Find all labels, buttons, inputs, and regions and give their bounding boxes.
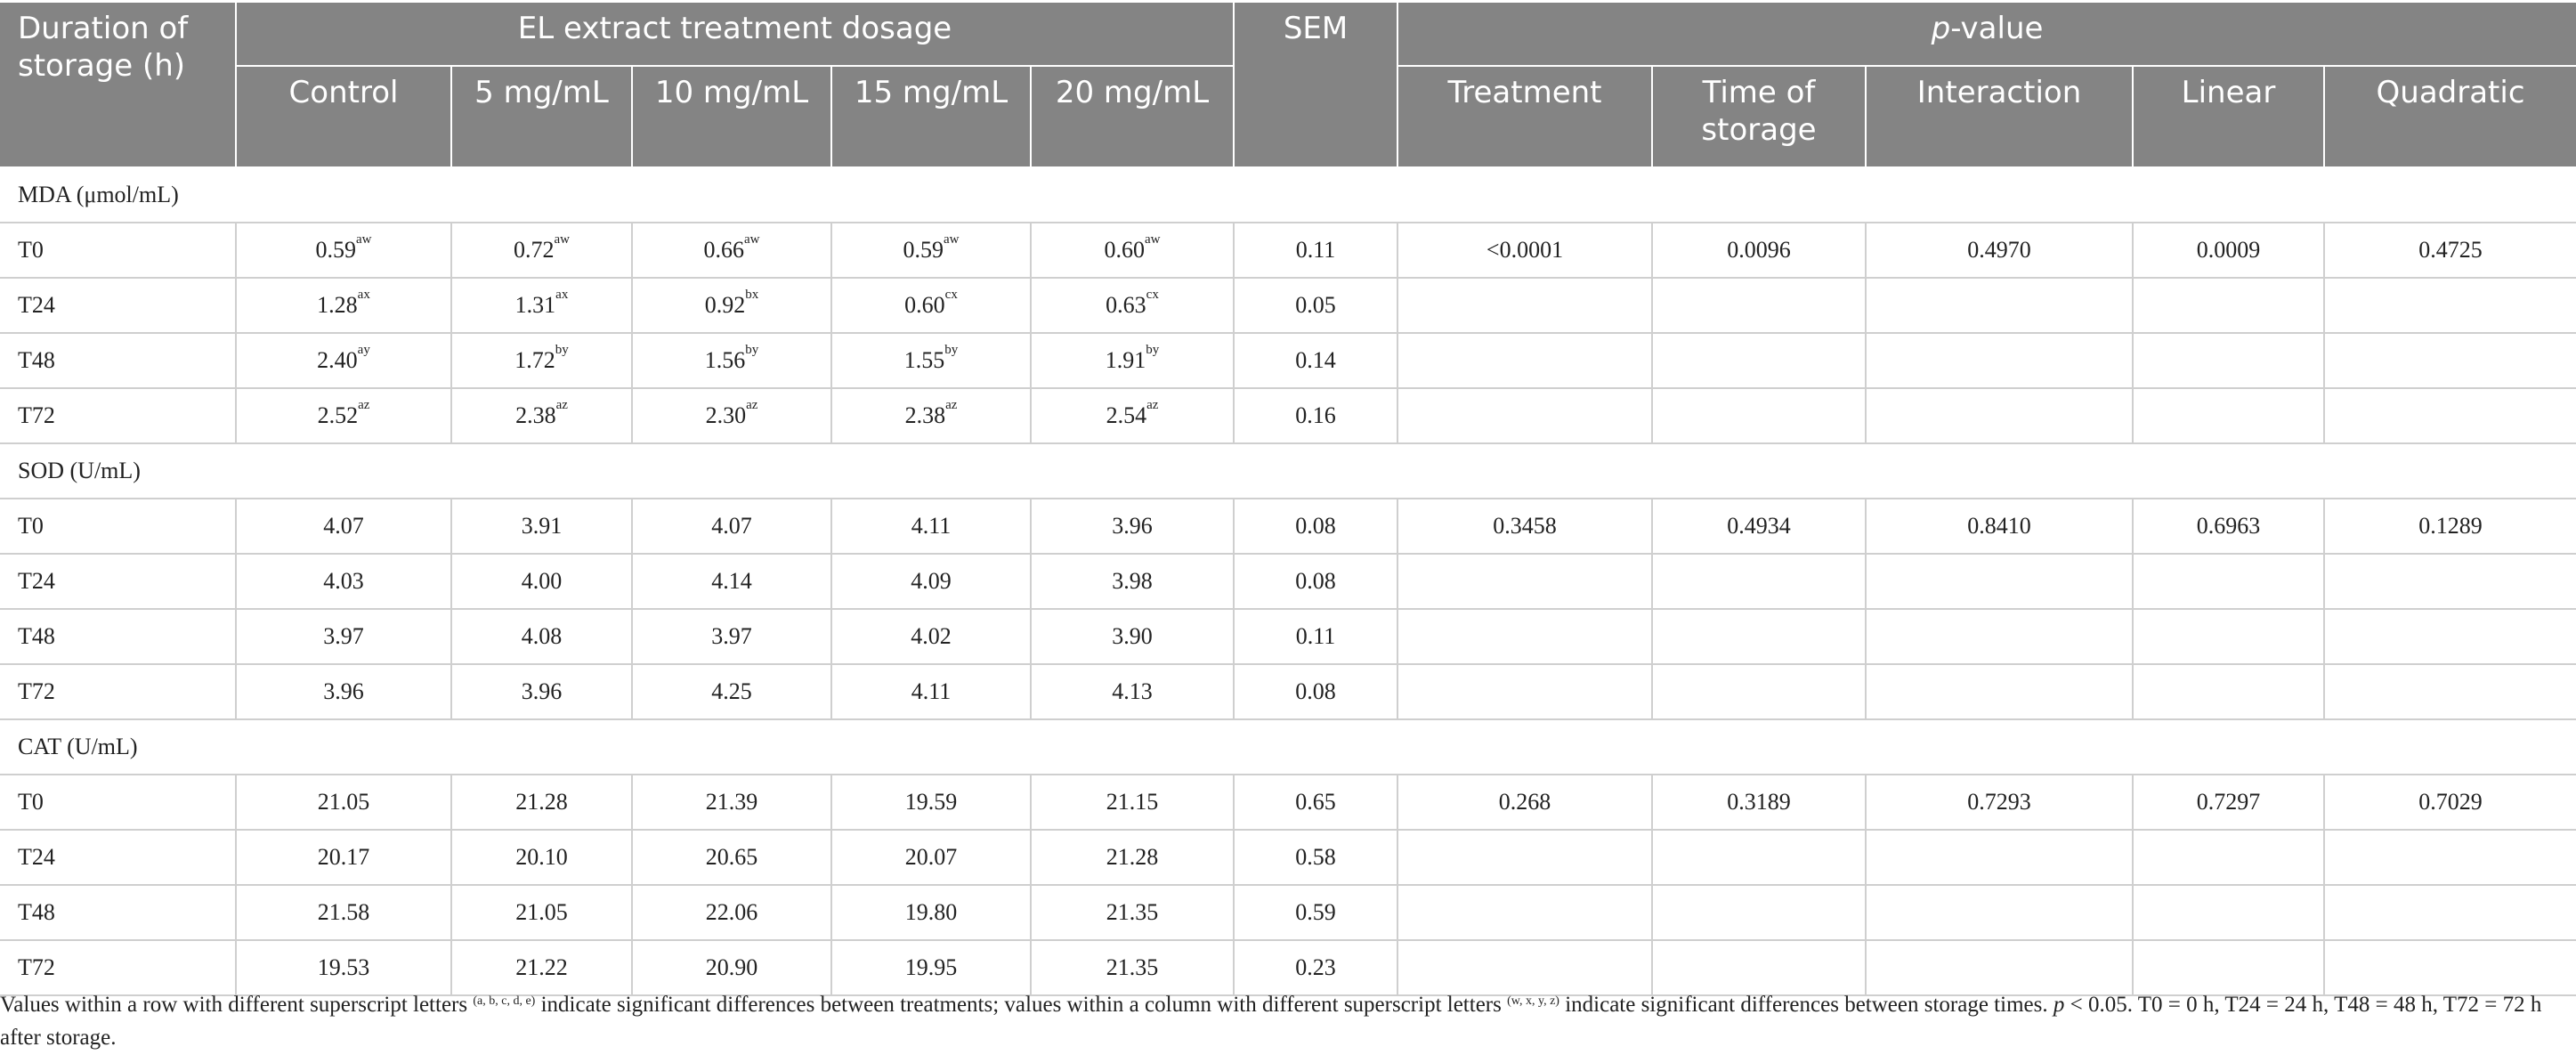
row-label: T24 bbox=[0, 830, 236, 885]
value: 4.07 bbox=[711, 513, 752, 539]
value: 21.15 bbox=[1106, 789, 1159, 815]
value: 3.97 bbox=[323, 623, 364, 649]
value-cell bbox=[632, 609, 831, 664]
value: 2.38 bbox=[904, 402, 946, 428]
value: 4.09 bbox=[911, 568, 952, 594]
value-cell bbox=[236, 278, 451, 333]
value-cell bbox=[236, 223, 451, 278]
sem-cell: 0.59 bbox=[1234, 885, 1397, 940]
value: 20.17 bbox=[317, 844, 370, 870]
value: 21.28 bbox=[1106, 844, 1159, 870]
value: 1.72 bbox=[514, 347, 555, 373]
header-20mg: 20 mg/mL bbox=[1031, 66, 1234, 167]
value-cell bbox=[451, 830, 632, 885]
value: 21.58 bbox=[317, 899, 370, 925]
value-cell bbox=[632, 499, 831, 554]
sem-cell: 0.08 bbox=[1234, 554, 1397, 609]
p-value-cell bbox=[1652, 885, 1866, 940]
row-label: T0 bbox=[0, 499, 236, 554]
value-cell bbox=[236, 554, 451, 609]
p-value-cell bbox=[1652, 333, 1866, 388]
value-superscript: by bbox=[1146, 343, 1160, 357]
p-value-cell bbox=[2324, 554, 2576, 609]
value: 1.56 bbox=[704, 347, 746, 373]
p-value-cell: 0.7297 bbox=[2133, 775, 2324, 830]
value-superscript: az bbox=[945, 398, 958, 412]
value-cell bbox=[632, 940, 831, 995]
value-cell bbox=[451, 609, 632, 664]
table-footnote bbox=[0, 988, 2564, 1054]
sem-cell: 0.11 bbox=[1234, 223, 1397, 278]
value-cell bbox=[831, 885, 1031, 940]
row-label: T24 bbox=[0, 278, 236, 333]
value: 2.30 bbox=[705, 402, 747, 428]
table-row bbox=[0, 333, 2576, 388]
footnote-sup-treatments: (a, b, c, d, e) bbox=[473, 994, 536, 1008]
p-value-cell: 0.3189 bbox=[1652, 775, 1866, 830]
value: 0.63 bbox=[1106, 292, 1146, 318]
p-value-cell bbox=[1397, 278, 1652, 333]
table-row bbox=[0, 388, 2576, 443]
value-cell bbox=[632, 830, 831, 885]
p-value-cell bbox=[1397, 333, 1652, 388]
value-cell bbox=[451, 278, 632, 333]
value-superscript: ay bbox=[357, 343, 370, 357]
row-label: T72 bbox=[0, 388, 236, 443]
p-value-cell bbox=[1652, 830, 1866, 885]
value: 4.03 bbox=[323, 568, 364, 594]
p-value-cell bbox=[1866, 388, 2133, 443]
p-value-cell bbox=[2324, 940, 2576, 995]
value: 0.92 bbox=[704, 292, 746, 318]
p-value-cell bbox=[1652, 554, 1866, 609]
header-15mg: 15 mg/mL bbox=[831, 66, 1031, 167]
value-cell bbox=[831, 333, 1031, 388]
value-cell bbox=[632, 278, 831, 333]
p-value-cell: 0.0096 bbox=[1652, 223, 1866, 278]
value-cell bbox=[451, 333, 632, 388]
value-cell bbox=[632, 223, 831, 278]
table-row bbox=[0, 775, 2576, 830]
table-row bbox=[0, 499, 2576, 554]
p-value-cell bbox=[1652, 664, 1866, 719]
p-value-cell bbox=[2133, 554, 2324, 609]
value: 19.80 bbox=[904, 899, 958, 925]
footnote-text-3: indicate significant differences between storage times. bbox=[1559, 993, 2054, 1017]
row-label: T0 bbox=[0, 223, 236, 278]
header-10mg: 10 mg/mL bbox=[632, 66, 831, 167]
value: 3.97 bbox=[711, 623, 752, 649]
value: 0.72 bbox=[514, 237, 555, 263]
footnote-p-italic: p bbox=[2053, 993, 2065, 1017]
p-value-cell bbox=[2133, 333, 2324, 388]
value-superscript: cx bbox=[1146, 288, 1159, 302]
value: 3.98 bbox=[1112, 568, 1153, 594]
value-cell bbox=[1031, 609, 1234, 664]
value-cell bbox=[632, 664, 831, 719]
p-value-cell bbox=[1866, 885, 2133, 940]
p-value-cell bbox=[2324, 885, 2576, 940]
value: 1.28 bbox=[317, 292, 358, 318]
section-title: SOD (U/mL) bbox=[0, 443, 2576, 499]
header-quadratic: Quadratic bbox=[2324, 66, 2576, 167]
sem-cell: 0.65 bbox=[1234, 775, 1397, 830]
p-value-cell bbox=[2133, 830, 2324, 885]
p-value-cell bbox=[2324, 664, 2576, 719]
value: 2.52 bbox=[317, 402, 359, 428]
value-cell bbox=[236, 775, 451, 830]
p-value-cell bbox=[2324, 278, 2576, 333]
sem-cell: 0.23 bbox=[1234, 940, 1397, 995]
p-value-cell bbox=[1866, 609, 2133, 664]
p-value-cell: 0.268 bbox=[1397, 775, 1652, 830]
value-cell bbox=[451, 223, 632, 278]
footnote-text-2: indicate significant differences between treatments; values within a column with different superscript letters bbox=[535, 993, 1508, 1017]
value-cell bbox=[1031, 333, 1234, 388]
value-superscript: by bbox=[944, 343, 959, 357]
section-row bbox=[0, 443, 2576, 499]
row-label: T48 bbox=[0, 609, 236, 664]
table-row bbox=[0, 223, 2576, 278]
value-cell bbox=[632, 775, 831, 830]
p-value-cell: 0.4934 bbox=[1652, 499, 1866, 554]
p-value-cell: <0.0001 bbox=[1397, 223, 1652, 278]
value-cell bbox=[236, 609, 451, 664]
value-superscript: aw bbox=[554, 232, 570, 247]
p-value-cell bbox=[1652, 609, 1866, 664]
value: 20.07 bbox=[904, 844, 958, 870]
value: 21.05 bbox=[515, 899, 568, 925]
section-title: MDA (μmol/mL) bbox=[0, 167, 2576, 223]
p-value-cell: 0.3458 bbox=[1397, 499, 1652, 554]
value: 1.31 bbox=[514, 292, 556, 318]
value-cell bbox=[831, 278, 1031, 333]
value-cell bbox=[1031, 664, 1234, 719]
value-superscript: ax bbox=[555, 288, 569, 302]
p-value-cell: 0.7029 bbox=[2324, 775, 2576, 830]
value-superscript: aw bbox=[1145, 232, 1161, 247]
header-p-value bbox=[1397, 3, 2576, 66]
value-cell bbox=[236, 940, 451, 995]
value: 19.53 bbox=[317, 954, 370, 980]
row-label: T72 bbox=[0, 940, 236, 995]
value-superscript: az bbox=[746, 398, 758, 412]
value: 0.59 bbox=[315, 237, 356, 263]
value: 4.07 bbox=[323, 513, 364, 539]
sem-cell: 0.08 bbox=[1234, 499, 1397, 554]
p-value-cell bbox=[1397, 609, 1652, 664]
value: 4.00 bbox=[521, 568, 563, 594]
value: 3.91 bbox=[521, 513, 563, 539]
section-row bbox=[0, 167, 2576, 223]
table-row bbox=[0, 830, 2576, 885]
p-value-cell: 0.4725 bbox=[2324, 223, 2576, 278]
p-value-cell bbox=[1866, 333, 2133, 388]
value-cell bbox=[831, 388, 1031, 443]
p-value-cell: 0.0009 bbox=[2133, 223, 2324, 278]
value-superscript: aw bbox=[744, 232, 760, 247]
value-superscript: cx bbox=[944, 288, 958, 302]
value: 19.95 bbox=[904, 954, 958, 980]
p-value-cell bbox=[1397, 940, 1652, 995]
row-label: T48 bbox=[0, 885, 236, 940]
value: 1.55 bbox=[903, 347, 945, 373]
value: 3.96 bbox=[323, 678, 364, 704]
p-value-cell: 0.8410 bbox=[1866, 499, 2133, 554]
header-control: Control bbox=[236, 66, 451, 167]
value: 20.10 bbox=[515, 844, 568, 870]
sem-cell: 0.08 bbox=[1234, 664, 1397, 719]
value: 0.60 bbox=[1104, 237, 1145, 263]
value-cell bbox=[451, 940, 632, 995]
footnote-sup-storage: (w, x, y, z) bbox=[1507, 994, 1559, 1008]
p-value-cell bbox=[1866, 554, 2133, 609]
p-value-cell bbox=[1866, 830, 2133, 885]
row-label: T0 bbox=[0, 775, 236, 830]
value-cell bbox=[451, 499, 632, 554]
value: 21.35 bbox=[1106, 954, 1159, 980]
value: 20.65 bbox=[705, 844, 758, 870]
value-cell bbox=[451, 664, 632, 719]
table-row bbox=[0, 554, 2576, 609]
value-cell bbox=[831, 499, 1031, 554]
value: 19.59 bbox=[904, 789, 958, 815]
value: 3.96 bbox=[521, 678, 563, 704]
value-cell bbox=[1031, 388, 1234, 443]
row-label: T48 bbox=[0, 333, 236, 388]
value-cell bbox=[1031, 278, 1234, 333]
value-cell bbox=[1031, 223, 1234, 278]
value-cell bbox=[831, 940, 1031, 995]
table-row bbox=[0, 609, 2576, 664]
sem-cell: 0.14 bbox=[1234, 333, 1397, 388]
value-cell bbox=[1031, 554, 1234, 609]
value: 21.28 bbox=[515, 789, 568, 815]
section-title: CAT (U/mL) bbox=[0, 719, 2576, 775]
header-sem: SEM bbox=[1234, 3, 1397, 167]
header-duration: Duration of storage (h) bbox=[0, 3, 236, 167]
value: 1.91 bbox=[1105, 347, 1146, 373]
p-value-cell: 0.1289 bbox=[2324, 499, 2576, 554]
value-cell bbox=[236, 333, 451, 388]
p-value-cell bbox=[2133, 664, 2324, 719]
value-superscript: bx bbox=[745, 288, 759, 302]
p-value-cell bbox=[2324, 609, 2576, 664]
value-superscript: ax bbox=[357, 288, 370, 302]
row-label: T24 bbox=[0, 554, 236, 609]
value-cell bbox=[1031, 885, 1234, 940]
section-row bbox=[0, 719, 2576, 775]
p-value-cell: 0.4970 bbox=[1866, 223, 2133, 278]
value: 20.90 bbox=[705, 954, 758, 980]
value-cell bbox=[831, 609, 1031, 664]
value-cell bbox=[451, 775, 632, 830]
value-superscript: by bbox=[745, 343, 759, 357]
value-cell bbox=[1031, 830, 1234, 885]
value-cell bbox=[451, 885, 632, 940]
header-interaction: Interaction bbox=[1866, 66, 2133, 167]
p-value-cell bbox=[2324, 388, 2576, 443]
header-time-of-storage: Time of storage bbox=[1652, 66, 1866, 167]
p-value-cell bbox=[1866, 278, 2133, 333]
value-cell bbox=[236, 664, 451, 719]
value-cell bbox=[451, 388, 632, 443]
value: 21.39 bbox=[705, 789, 758, 815]
value-superscript: az bbox=[555, 398, 568, 412]
value-cell bbox=[632, 388, 831, 443]
value-cell bbox=[236, 830, 451, 885]
sem-cell: 0.11 bbox=[1234, 609, 1397, 664]
value-cell bbox=[831, 775, 1031, 830]
p-value-cell: 0.7293 bbox=[1866, 775, 2133, 830]
p-value-cell bbox=[2133, 609, 2324, 664]
value-cell bbox=[632, 885, 831, 940]
value-cell bbox=[451, 554, 632, 609]
table-row bbox=[0, 278, 2576, 333]
p-value-cell bbox=[1866, 664, 2133, 719]
value-cell bbox=[236, 499, 451, 554]
p-value-cell bbox=[2133, 278, 2324, 333]
value-superscript: az bbox=[1146, 398, 1159, 412]
row-label: T72 bbox=[0, 664, 236, 719]
value-cell bbox=[831, 664, 1031, 719]
value: 4.25 bbox=[711, 678, 752, 704]
value-cell bbox=[831, 223, 1031, 278]
table-row bbox=[0, 885, 2576, 940]
value: 2.54 bbox=[1106, 402, 1147, 428]
header-p-italic: p bbox=[1931, 11, 1951, 46]
value-cell bbox=[236, 388, 451, 443]
value: 3.90 bbox=[1112, 623, 1153, 649]
results-table bbox=[0, 3, 2576, 996]
header-el-dosage: EL extract treatment dosage bbox=[236, 3, 1234, 66]
value: 21.05 bbox=[317, 789, 370, 815]
value: 4.02 bbox=[911, 623, 952, 649]
header-5mg: 5 mg/mL bbox=[451, 66, 632, 167]
p-value-cell bbox=[1652, 940, 1866, 995]
p-value-cell bbox=[1652, 278, 1866, 333]
footnote-text-4: < 0.05. T0 = 0 h, T24 = 24 h, T48 = 48 h, T72 = 72 h after storage. bbox=[0, 993, 2542, 1050]
value: 3.96 bbox=[1112, 513, 1153, 539]
p-value-cell bbox=[1866, 940, 2133, 995]
p-value-cell bbox=[1397, 388, 1652, 443]
value-cell bbox=[632, 333, 831, 388]
p-value-cell bbox=[2324, 830, 2576, 885]
value: 2.38 bbox=[515, 402, 556, 428]
value: 22.06 bbox=[705, 899, 758, 925]
table-body bbox=[0, 167, 2576, 995]
value-cell bbox=[1031, 940, 1234, 995]
value: 0.59 bbox=[903, 237, 944, 263]
value: 0.66 bbox=[703, 237, 744, 263]
sem-cell: 0.05 bbox=[1234, 278, 1397, 333]
value-cell bbox=[1031, 775, 1234, 830]
value-superscript: aw bbox=[944, 232, 960, 247]
value-cell bbox=[632, 554, 831, 609]
value: 4.11 bbox=[911, 678, 952, 704]
p-value-cell: 0.6963 bbox=[2133, 499, 2324, 554]
sem-cell: 0.16 bbox=[1234, 388, 1397, 443]
table-row bbox=[0, 664, 2576, 719]
value: 4.08 bbox=[521, 623, 563, 649]
value-superscript: az bbox=[358, 398, 370, 412]
p-value-cell bbox=[2133, 885, 2324, 940]
table-row bbox=[0, 940, 2576, 995]
value-cell bbox=[831, 554, 1031, 609]
p-value-cell bbox=[2324, 333, 2576, 388]
footnote-text-1: Values within a row with different superscript letters bbox=[0, 993, 474, 1017]
header-p-rest: -value bbox=[1950, 11, 2044, 46]
value: 4.14 bbox=[711, 568, 752, 594]
value: 21.35 bbox=[1106, 899, 1159, 925]
header-linear: Linear bbox=[2133, 66, 2324, 167]
value-superscript: aw bbox=[356, 232, 372, 247]
value: 4.11 bbox=[911, 513, 952, 539]
sem-cell: 0.58 bbox=[1234, 830, 1397, 885]
value: 21.22 bbox=[515, 954, 568, 980]
value: 2.40 bbox=[317, 347, 358, 373]
p-value-cell bbox=[2133, 940, 2324, 995]
p-value-cell bbox=[1397, 554, 1652, 609]
p-value-cell bbox=[1397, 830, 1652, 885]
p-value-cell bbox=[1652, 388, 1866, 443]
p-value-cell bbox=[1397, 664, 1652, 719]
value-superscript: by bbox=[555, 343, 569, 357]
p-value-cell bbox=[1397, 885, 1652, 940]
p-value-cell bbox=[2133, 388, 2324, 443]
value-cell bbox=[1031, 499, 1234, 554]
value: 0.60 bbox=[904, 292, 945, 318]
value-cell bbox=[831, 830, 1031, 885]
value: 4.13 bbox=[1112, 678, 1153, 704]
value-cell bbox=[236, 885, 451, 940]
header-treatment: Treatment bbox=[1397, 66, 1652, 167]
